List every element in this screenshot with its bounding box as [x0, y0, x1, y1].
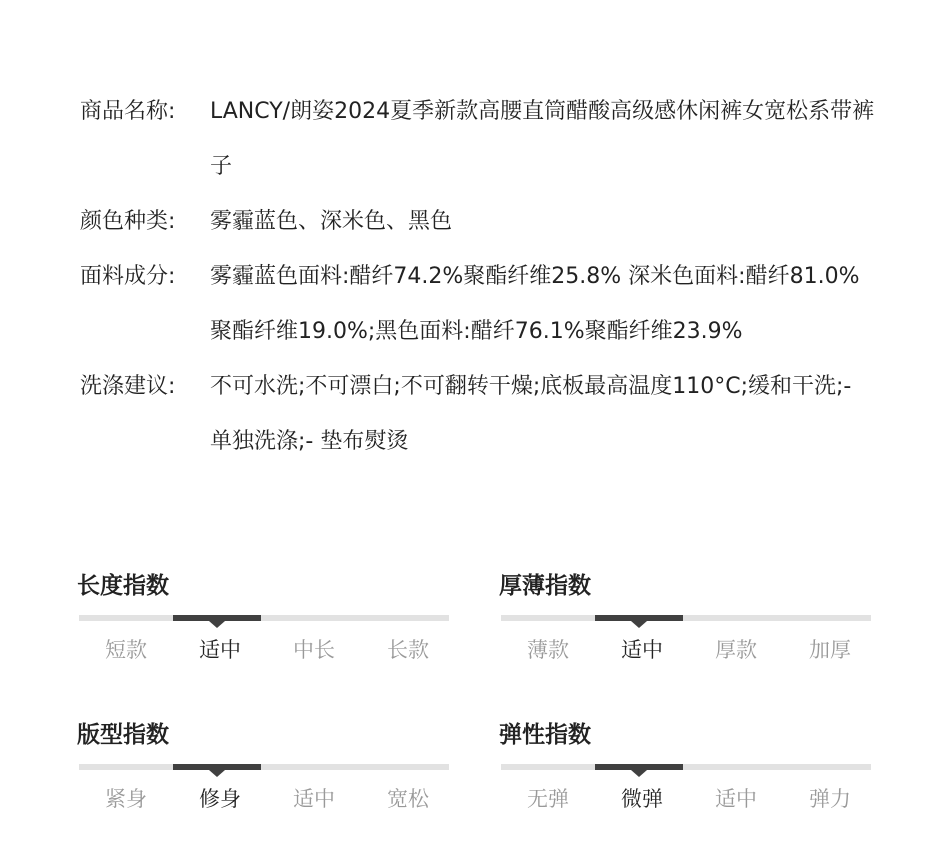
elasticity-index-title: 弹性指数: [499, 722, 591, 748]
thickness-option: 薄款: [527, 638, 569, 662]
fit-option: 宽松: [387, 787, 429, 811]
elasticity-index-options: [501, 784, 877, 814]
product-name-row: [80, 84, 880, 194]
elasticity-option: 无弹: [527, 787, 569, 811]
product-fabric-row: [80, 249, 880, 359]
length-index-options: [79, 635, 455, 665]
thickness-option: 厚款: [715, 638, 757, 662]
thickness-index-indicator: [595, 615, 683, 621]
product-info: [80, 84, 880, 469]
product-fabric-label: 面料成分:: [80, 264, 176, 289]
fit-index-options: [79, 784, 455, 814]
product-color-row: [80, 194, 880, 249]
fit-index-title: 版型指数: [77, 722, 169, 748]
thickness-index-title: 厚薄指数: [499, 573, 591, 599]
length-option: 短款: [105, 638, 147, 662]
thickness-option: 加厚: [809, 638, 851, 662]
fit-index-track: [79, 764, 449, 770]
elasticity-option: 弹力: [809, 787, 851, 811]
product-name-label: 商品名称:: [80, 99, 176, 124]
product-wash-label: 洗涤建议:: [80, 374, 176, 399]
product-wash-row: [80, 359, 880, 469]
fit-option: 适中: [293, 787, 335, 811]
fit-index-indicator: [173, 764, 261, 770]
thickness-option-selected: 适中: [621, 638, 663, 662]
product-wash-value: 不可水洗;不可漂白;不可翻转干燥;底板最高温度110°C;缓和干洗;- 单独洗涤;- 垫布熨烫: [210, 374, 852, 454]
product-fabric-value: 雾霾蓝色面料:醋纤74.2%聚酯纤维25.8% 深米色面料:醋纤81.0%聚酯纤维19.0%;黑色面料:醋纤76.1%聚酯纤维23.9%: [210, 264, 860, 344]
product-name-value: LANCY/朗姿2024夏季新款高腰直筒醋酸高级感休闲裤女宽松系带裤子: [210, 99, 875, 179]
product-color-label: 颜色种类:: [80, 209, 176, 234]
product-color-value: 雾霾蓝色、深米色、黑色: [210, 209, 453, 234]
length-option: 中长: [293, 638, 335, 662]
length-option-selected: 适中: [199, 638, 241, 662]
thickness-index-track: [501, 615, 871, 621]
fit-option-selected: 修身: [199, 787, 241, 811]
fit-option: 紧身: [105, 787, 147, 811]
thickness-index-options: [501, 635, 877, 665]
elasticity-option-selected: 微弹: [621, 787, 663, 811]
length-index-indicator: [173, 615, 261, 621]
elasticity-index-track: [501, 764, 871, 770]
elasticity-index-indicator: [595, 764, 683, 770]
length-option: 长款: [387, 638, 429, 662]
length-index-title: 长度指数: [77, 573, 169, 599]
elasticity-option: 适中: [715, 787, 757, 811]
length-index-track: [79, 615, 449, 621]
